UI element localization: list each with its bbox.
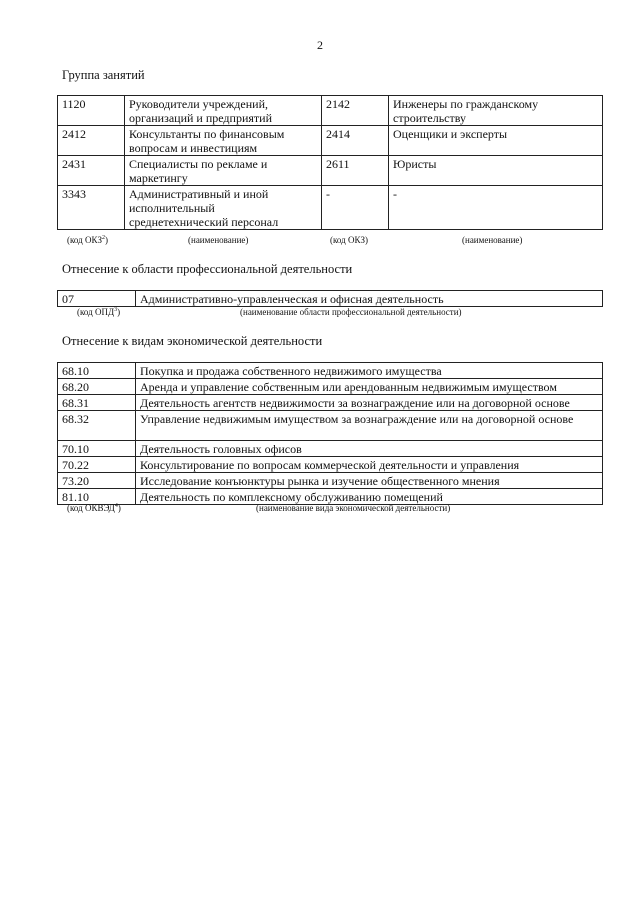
table-row	[58, 186, 603, 230]
activity-name-cell: Управление недвижимым имуществом за вознаграждение или на договорной основе	[136, 411, 603, 441]
professional-area-heading: Отнесение к области профессиональной деятельности	[62, 262, 353, 276]
economic-activity-table	[57, 362, 603, 505]
activity-name-cell: Деятельность агентств недвижимости за вознаграждение или на договорной основе	[136, 395, 603, 411]
opd-code-cell: 07	[58, 291, 136, 307]
okz-code-caption-2: (код ОКЗ)	[330, 235, 368, 245]
table-row	[58, 457, 603, 473]
opd-code-caption: (код ОПД$^3$)	[77, 307, 121, 317]
table-row	[58, 126, 603, 156]
table-row	[58, 473, 603, 489]
occupation-name-cell: Оценщики и эксперты	[389, 126, 603, 156]
activity-name-cell: Деятельность головных офисов	[136, 441, 603, 457]
okz-code-cell: -	[322, 186, 389, 230]
activity-name-cell: Исследование конъюнктуры рынка и изучение общественного мнения	[136, 473, 603, 489]
okved-code-cell: 81.10	[58, 489, 136, 505]
okved-code-cell: 70.10	[58, 441, 136, 457]
occupation-name-cell: Инженеры по гражданскому строительству	[389, 96, 603, 126]
okz-code-cell: 2611	[322, 156, 389, 186]
occupation-name-cell: Консультанты по финансовым вопросам и инвестициям	[125, 126, 322, 156]
economic-activity-heading: Отнесение к видам экономической деятельности	[62, 334, 323, 348]
okz-code-cell: 3343	[58, 186, 125, 230]
occupation-name-cell: Административный и иной исполнительный среднетехнический персонал	[125, 186, 322, 230]
table-row	[58, 411, 603, 441]
okved-code-caption: (код ОКВЭД$^4$)	[67, 503, 121, 513]
okz-code-cell: 2142	[322, 96, 389, 126]
okved-code-cell: 73.20	[58, 473, 136, 489]
opd-name-cell: Административно-управленческая и офисная деятельность	[136, 291, 603, 307]
okved-code-cell: 68.10	[58, 363, 136, 379]
professional-area-table	[57, 290, 603, 307]
opd-name-caption: (наименование области профессиональной деятельности)	[240, 307, 462, 317]
table-row	[58, 156, 603, 186]
activity-name-cell: Деятельность по комплексному обслуживанию помещений	[136, 489, 603, 505]
activity-name-cell: Покупка и продажа собственного недвижимого имущества	[136, 363, 603, 379]
activity-name-caption: (наименование вида экономической деятельности)	[256, 503, 451, 513]
okved-code-cell: 68.32	[58, 411, 136, 441]
okz-code-cell: 2412	[58, 126, 125, 156]
table-row	[58, 96, 603, 126]
occupation-name-cell: Юристы	[389, 156, 603, 186]
table-row	[58, 395, 603, 411]
table-row	[58, 379, 603, 395]
okved-code-cell: 70.22	[58, 457, 136, 473]
activity-name-cell: Консультирование по вопросам коммерческой деятельности и управления	[136, 457, 603, 473]
table-row	[58, 291, 603, 307]
occupation-name-caption-2: (наименование)	[462, 235, 523, 245]
occupations-heading: Группа занятий	[62, 68, 145, 82]
occupation-name-cell: -	[389, 186, 603, 230]
okved-code-cell: 68.31	[58, 395, 136, 411]
occupation-name-caption: (наименование)	[188, 235, 249, 245]
okz-code-cell: 2431	[58, 156, 125, 186]
page-number: 2	[317, 38, 323, 52]
okz-code-caption: (код ОКЗ$^2$)	[67, 235, 108, 245]
table-row	[58, 441, 603, 457]
occupation-name-cell: Руководители учреждений, организаций и предприятий	[125, 96, 322, 126]
okz-code-cell: 2414	[322, 126, 389, 156]
occupation-name-cell: Специалисты по рекламе и маркетингу	[125, 156, 322, 186]
okz-code-cell: 1120	[58, 96, 125, 126]
table-row	[58, 363, 603, 379]
occupations-table	[57, 95, 603, 230]
activity-name-cell: Аренда и управление собственным или арендованным недвижимым имуществом	[136, 379, 603, 395]
okved-code-cell: 68.20	[58, 379, 136, 395]
